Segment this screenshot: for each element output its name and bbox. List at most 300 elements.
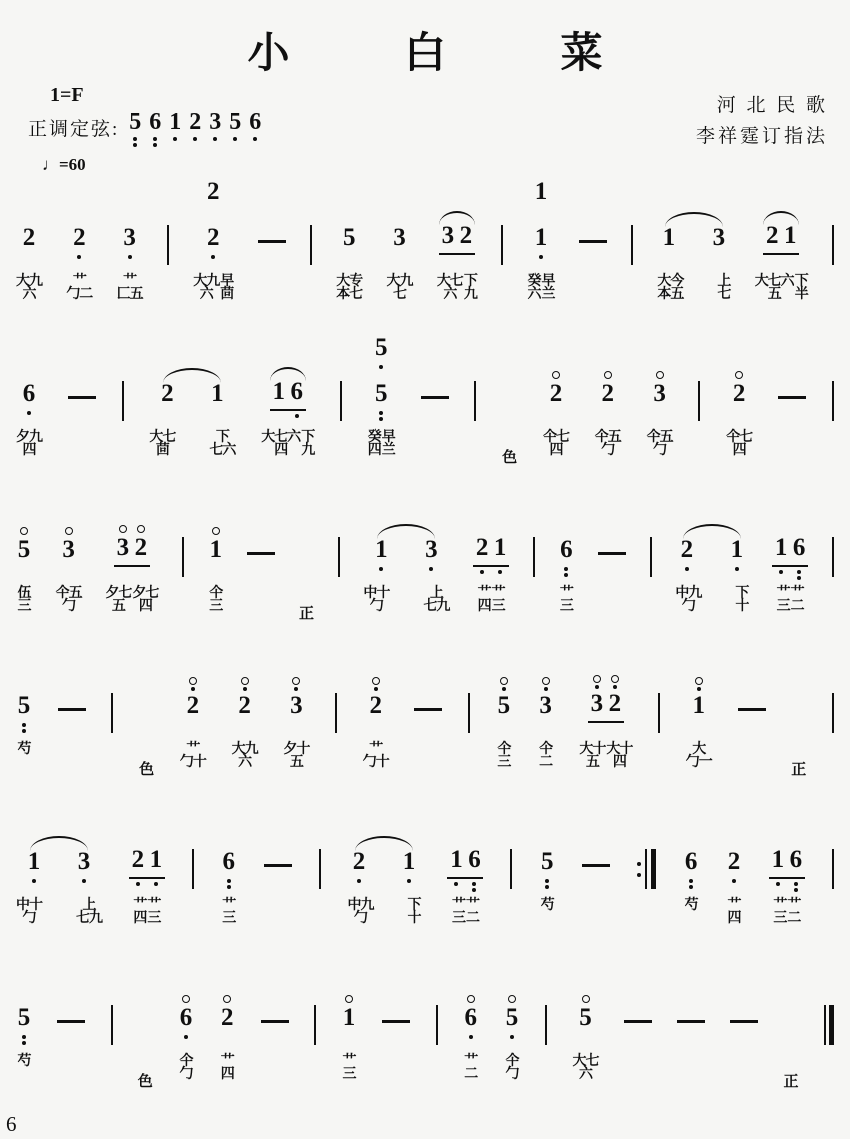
- octave-marks-above: [611, 674, 619, 690]
- note: [423, 536, 439, 582]
- harmonic-circle-icon: [189, 677, 197, 685]
- note-digit: 6: [290, 378, 303, 405]
- tablature-glyph: [368, 431, 395, 457]
- tablature-glyph: [149, 431, 175, 457]
- barline-token: [501, 196, 503, 325]
- note-digit: 1: [534, 224, 548, 251]
- tablature-text: 大: [692, 742, 706, 757]
- barline-token: [545, 976, 547, 1105]
- number-row: [68, 352, 96, 426]
- note-token: [726, 820, 742, 949]
- number-row: [205, 178, 221, 270]
- tablature-text: 四: [274, 443, 288, 458]
- octave-marks-above: [119, 524, 127, 534]
- number-row: [421, 352, 449, 426]
- beamed-group: [763, 222, 799, 270]
- tablature-column: [464, 275, 477, 301]
- tablature-text: 勹: [22, 911, 36, 926]
- tablature-marker-token: [784, 976, 799, 1105]
- tablature-text: 艹: [790, 586, 804, 601]
- stacked-chord: [533, 178, 549, 270]
- note-token: [538, 664, 554, 793]
- tablature-column: [336, 275, 362, 301]
- tablature-column: [76, 899, 102, 925]
- octave-marks-above: [65, 526, 73, 536]
- tablature-glyph: [543, 431, 569, 457]
- note: [341, 994, 357, 1050]
- note-digit: 3: [77, 848, 91, 875]
- tuning-octave-dots: [173, 134, 177, 152]
- tablature-text: 茴: [155, 443, 169, 458]
- barline: [338, 537, 340, 577]
- tablature-text: 艹: [72, 274, 86, 289]
- tablature-row: [464, 1055, 477, 1105]
- octave-dot-above: [502, 687, 506, 691]
- number-row: [683, 820, 699, 894]
- number-row: [473, 508, 509, 582]
- note-token: [283, 664, 309, 793]
- tablature-column: [423, 587, 449, 613]
- tablature-column: [209, 587, 222, 613]
- number-row: [631, 196, 633, 270]
- tablature-column: [452, 899, 465, 925]
- tablature-glyph: [387, 275, 413, 301]
- harmonic-circle-icon: [467, 995, 475, 1003]
- harmonic-circle-icon: [345, 995, 353, 1003]
- note: [16, 1004, 32, 1050]
- tablature-row: [437, 275, 477, 325]
- octave-dot-above: [191, 687, 195, 691]
- tablature-row: [180, 1055, 193, 1105]
- harmonic-circle-icon: [604, 371, 612, 379]
- octave-dot-below: [797, 570, 801, 574]
- tablature-text: 六: [22, 287, 36, 302]
- number-row: [192, 820, 194, 894]
- barline-token: [335, 664, 337, 793]
- number-row: [824, 976, 834, 1050]
- octave-dot-below: [133, 143, 137, 147]
- tablature-column: [133, 899, 146, 925]
- tuning-octave-dots: [193, 134, 197, 152]
- group-note-cell: [790, 534, 808, 564]
- tablature-glyph: [16, 275, 42, 301]
- number-row: [600, 352, 616, 426]
- tablature-glyph: [117, 275, 143, 301]
- tablature-glyph: [579, 743, 632, 769]
- chord-token: [527, 178, 555, 325]
- octave-dot-below: [27, 411, 31, 415]
- tablature-text: 仐: [505, 1054, 519, 1069]
- harmonic-circle-icon: [119, 525, 127, 533]
- tablature-text: 艹: [559, 586, 573, 601]
- duration-dash: [677, 1020, 705, 1023]
- tablature-column: [573, 1055, 599, 1081]
- group-notes: [763, 222, 799, 252]
- note: [726, 848, 742, 894]
- note: [492, 534, 508, 564]
- tablature-row: [506, 1055, 519, 1105]
- barline: [111, 693, 113, 733]
- tempo-marking: ♩=60: [42, 155, 86, 174]
- octave-dot-below: [154, 882, 158, 886]
- octave-dot-below: [472, 888, 476, 892]
- number-row: [122, 196, 138, 270]
- tuning-digit-number: 5: [129, 109, 142, 135]
- chord-token: [193, 178, 234, 325]
- tablature-text: 艹: [220, 1054, 234, 1069]
- group-notes: [447, 846, 483, 876]
- tablature-text: 仐: [179, 1054, 193, 1069]
- note-digit: 1: [783, 222, 797, 249]
- group-note-cell: [465, 846, 483, 876]
- number-row: [726, 820, 742, 894]
- note-digit: 6: [560, 536, 573, 563]
- note: [791, 534, 807, 564]
- tablature-text: 仐五: [55, 586, 82, 601]
- tablature-text: 二: [464, 1067, 478, 1082]
- tablature-marker-token: [299, 508, 314, 637]
- note-digit: 1: [342, 1004, 356, 1031]
- tablature-glyph: [180, 1055, 193, 1081]
- number-row: [178, 976, 194, 1050]
- note-token: [558, 508, 574, 637]
- tablature-row: [222, 899, 235, 949]
- tablature-text: 七九: [76, 911, 102, 926]
- note-digit: 2: [765, 222, 779, 249]
- group-note-cell: [270, 378, 288, 408]
- note-digit: 5: [375, 380, 388, 407]
- note: [205, 178, 221, 224]
- tablature-row: [283, 743, 309, 793]
- note: [148, 846, 164, 876]
- note-digit: 2: [134, 534, 148, 561]
- tablature-text: 勹: [179, 1067, 193, 1082]
- notation-system-4: [16, 664, 834, 793]
- tablature-glyph: [423, 587, 449, 613]
- tablature-row: [755, 275, 808, 325]
- tablature-marker: 正: [783, 1073, 799, 1090]
- pair-tablatures: [16, 899, 102, 925]
- barline: [319, 849, 321, 889]
- tablature-column: [368, 431, 381, 457]
- notation-system-3: [16, 508, 834, 637]
- barline-token: [832, 352, 834, 481]
- note: [368, 676, 384, 738]
- duration-dash: [579, 240, 607, 243]
- tuning-digit-number: 2: [189, 109, 202, 135]
- barline: [192, 849, 194, 889]
- octave-dot-below: [77, 255, 81, 259]
- number-row: [373, 508, 439, 582]
- tablature-text: 勹: [369, 599, 383, 614]
- number-row: [769, 820, 805, 894]
- number-row: [501, 196, 503, 270]
- tuning-digit: [205, 110, 225, 152]
- tablature-text: 夕七: [105, 586, 132, 601]
- tablature-column: [222, 899, 235, 925]
- group-dot-cell: [787, 881, 805, 894]
- note-token: [221, 820, 237, 949]
- note-digit: 1: [662, 224, 676, 251]
- tablature-glyph: [193, 275, 233, 301]
- number-row: [111, 976, 113, 1050]
- note: [504, 994, 520, 1050]
- credits: [696, 90, 828, 152]
- note: [341, 224, 357, 270]
- note-digit: 3: [425, 536, 438, 563]
- duration-dash: [57, 1020, 85, 1023]
- group-notes: [129, 846, 165, 876]
- tablature-column: [466, 899, 479, 925]
- note-digit: 2: [161, 380, 174, 407]
- barline-token: [533, 508, 535, 637]
- note-digit: 1: [493, 534, 507, 561]
- tablature-text: 六: [579, 1067, 593, 1082]
- tablature-glyph: [452, 899, 479, 925]
- tablature-glyph: [685, 899, 698, 912]
- octave-dot-below: [539, 255, 543, 259]
- number-row: [578, 976, 594, 1050]
- octave-marks-above: [656, 370, 664, 380]
- tablature-glyph: [221, 1055, 234, 1081]
- tuning-octave-dots: [253, 134, 257, 152]
- tablature-row: [299, 587, 314, 637]
- octave-dot-above: [613, 685, 617, 689]
- tablature-glyph: [464, 1055, 477, 1081]
- octave-dots-below: [732, 876, 736, 894]
- number-row: [392, 196, 408, 270]
- tablature-text: 芍: [684, 898, 698, 913]
- repeat-dots: [637, 861, 641, 878]
- octave-dot-below: [213, 137, 217, 141]
- tablature-column: [232, 743, 258, 769]
- note-digit: 1: [149, 846, 163, 873]
- tablature-text: 仐七: [726, 430, 753, 445]
- note-digit: 6: [792, 534, 806, 561]
- tablature-marker-token: [791, 664, 806, 793]
- tablature-glyph: [686, 743, 712, 769]
- note-digit: 1: [534, 178, 548, 205]
- octave-dot-below: [22, 1035, 26, 1039]
- octave-dot-below: [797, 576, 801, 580]
- notation-system-2: [16, 334, 834, 481]
- tablature-text: 三: [222, 911, 236, 926]
- octave-dot-below: [379, 417, 383, 421]
- octave-dot-below: [469, 1035, 473, 1039]
- number-row: [185, 664, 201, 738]
- duration-dash-token: [414, 664, 442, 793]
- group-dot-cell: [457, 257, 475, 270]
- tablature-row: [18, 1055, 31, 1105]
- duration-dash: [624, 1020, 652, 1023]
- barline-token: [192, 820, 194, 949]
- barline-token: [122, 352, 124, 481]
- tablature-text: 大九: [16, 274, 42, 289]
- note: [458, 222, 474, 252]
- tablature-column: [560, 587, 573, 613]
- note-digit: 3: [393, 224, 406, 251]
- note: [440, 222, 456, 252]
- tablature-column: [675, 587, 701, 613]
- barline: [510, 849, 512, 889]
- tablature-glyph: [497, 743, 510, 769]
- group-dot-cell: [473, 569, 491, 582]
- tablature-text: 三: [497, 755, 511, 770]
- score-meta: [0, 84, 850, 190]
- note: [208, 526, 224, 582]
- octave-dots-below: [407, 876, 411, 894]
- group-note-cell: [457, 222, 475, 252]
- note: [392, 224, 408, 270]
- note: [679, 536, 695, 582]
- beamed-group: [588, 674, 624, 738]
- octave-marks-above: [735, 370, 743, 380]
- tablature-glyph: [283, 743, 309, 769]
- number-row: [122, 352, 124, 426]
- harmonic-circle-icon: [20, 527, 28, 535]
- group-note-cell: [772, 534, 790, 564]
- barline: [314, 1005, 316, 1045]
- note: [773, 534, 789, 564]
- tuning-digit: [145, 110, 165, 152]
- tablature-column: [686, 743, 712, 769]
- tablature-glyph: [539, 743, 552, 769]
- tuning-digit-number: 5: [229, 109, 242, 135]
- octave-marks-above: [593, 674, 601, 690]
- tablature-row: [18, 743, 31, 793]
- tablature-column: [343, 1055, 356, 1081]
- note-digit: 5: [17, 692, 31, 719]
- number-row: [221, 820, 237, 894]
- note-token: [16, 976, 32, 1105]
- note: [600, 370, 616, 426]
- note-digit: 1: [402, 848, 416, 875]
- note-digit: 3: [539, 692, 552, 719]
- barline-token: [436, 976, 438, 1105]
- tablature-column: [543, 431, 569, 457]
- group-notes: [769, 846, 805, 876]
- tablature-marker: 色: [139, 761, 155, 778]
- note-digit: 6: [789, 846, 803, 873]
- note: [711, 224, 727, 270]
- tablature-text: 下: [735, 586, 749, 601]
- barline: [832, 381, 834, 421]
- note-token: [16, 508, 32, 637]
- tablature-text: 艹: [369, 742, 383, 757]
- repeat-barline-token: [637, 820, 656, 949]
- number-row: [159, 352, 225, 426]
- octave-marks-above: [372, 676, 380, 692]
- note-digit: 1: [692, 692, 706, 719]
- tablature-row: [595, 431, 621, 481]
- duration-dash-token: [677, 976, 705, 1105]
- tablature-row: [221, 1055, 234, 1105]
- tablature-text: 大九: [193, 274, 220, 289]
- tablature-column: [18, 587, 31, 613]
- barline-token: [468, 664, 470, 793]
- group-notes: [114, 524, 150, 564]
- octave-dot-below: [253, 137, 257, 141]
- octave-marks-above: [182, 994, 190, 1004]
- tablature-column: [755, 275, 794, 301]
- tablature-column: [301, 431, 314, 457]
- pair-tablatures: [348, 899, 421, 925]
- beamed-group-token: [579, 664, 632, 793]
- note: [373, 536, 389, 582]
- tablature-row: [527, 275, 554, 325]
- tablature-text: 九: [463, 287, 477, 302]
- harmonic-circle-icon: [65, 527, 73, 535]
- note: [782, 222, 798, 252]
- note-digit: 3: [712, 224, 726, 251]
- slurred-pair: [661, 224, 727, 270]
- octave-dot-below: [153, 137, 157, 141]
- note: [115, 524, 131, 564]
- tablature-text: 艹: [464, 1054, 478, 1069]
- group-dot-cell: [147, 881, 165, 894]
- tablature-text: 茴: [220, 287, 234, 302]
- tablature-glyph: [777, 587, 804, 613]
- tablature-text: 中九: [675, 586, 702, 601]
- octave-dot-below: [429, 567, 433, 571]
- duration-dash: [68, 396, 96, 399]
- barline-token: [340, 352, 342, 481]
- tablature-marker-token: [139, 664, 154, 793]
- note-digit: 6: [684, 848, 698, 875]
- barline: [167, 225, 169, 265]
- barline: [310, 225, 312, 265]
- duration-dash: [582, 864, 610, 867]
- tablature-marker: 色: [137, 1073, 153, 1090]
- tablature-glyph: [560, 587, 573, 613]
- tablature-glyph: [506, 1055, 519, 1081]
- tablature-column: [437, 275, 463, 301]
- number-row: [341, 976, 357, 1050]
- duration-dash: [738, 708, 766, 711]
- group-dot-cell: [790, 569, 808, 582]
- barline: [832, 693, 834, 733]
- barline-token: [319, 820, 321, 949]
- tablature-text: 大专: [336, 274, 363, 289]
- tablature-text: 癸: [367, 430, 381, 445]
- octave-dots-below: [82, 876, 86, 894]
- group-note-cell: [781, 222, 799, 252]
- octave-dot-above: [544, 687, 548, 691]
- note-digit: 1: [209, 536, 222, 563]
- tablature-text: 早: [541, 274, 555, 289]
- tablature-column: [539, 743, 552, 769]
- note-digit: 2: [608, 690, 622, 717]
- octave-marks-above: [189, 676, 197, 692]
- tablature-row: [387, 275, 413, 325]
- tablature-text: 四: [220, 1067, 234, 1082]
- group-dot-cell: [288, 413, 306, 426]
- piece-title: 小 白 菜: [247, 31, 655, 77]
- number-row: [288, 664, 304, 738]
- note-digit: 6: [22, 380, 36, 407]
- octave-dots-below: [227, 876, 231, 894]
- note: [466, 846, 482, 876]
- note-token: [387, 196, 413, 325]
- octave-dot-below: [480, 570, 484, 574]
- tablature-text: 勹: [653, 443, 667, 458]
- note-token: [16, 196, 42, 325]
- note-token: [180, 664, 206, 793]
- number-row: [264, 820, 292, 894]
- group-note-cell: [439, 222, 457, 252]
- number-row: [637, 820, 656, 894]
- octave-dot-below: [732, 879, 736, 883]
